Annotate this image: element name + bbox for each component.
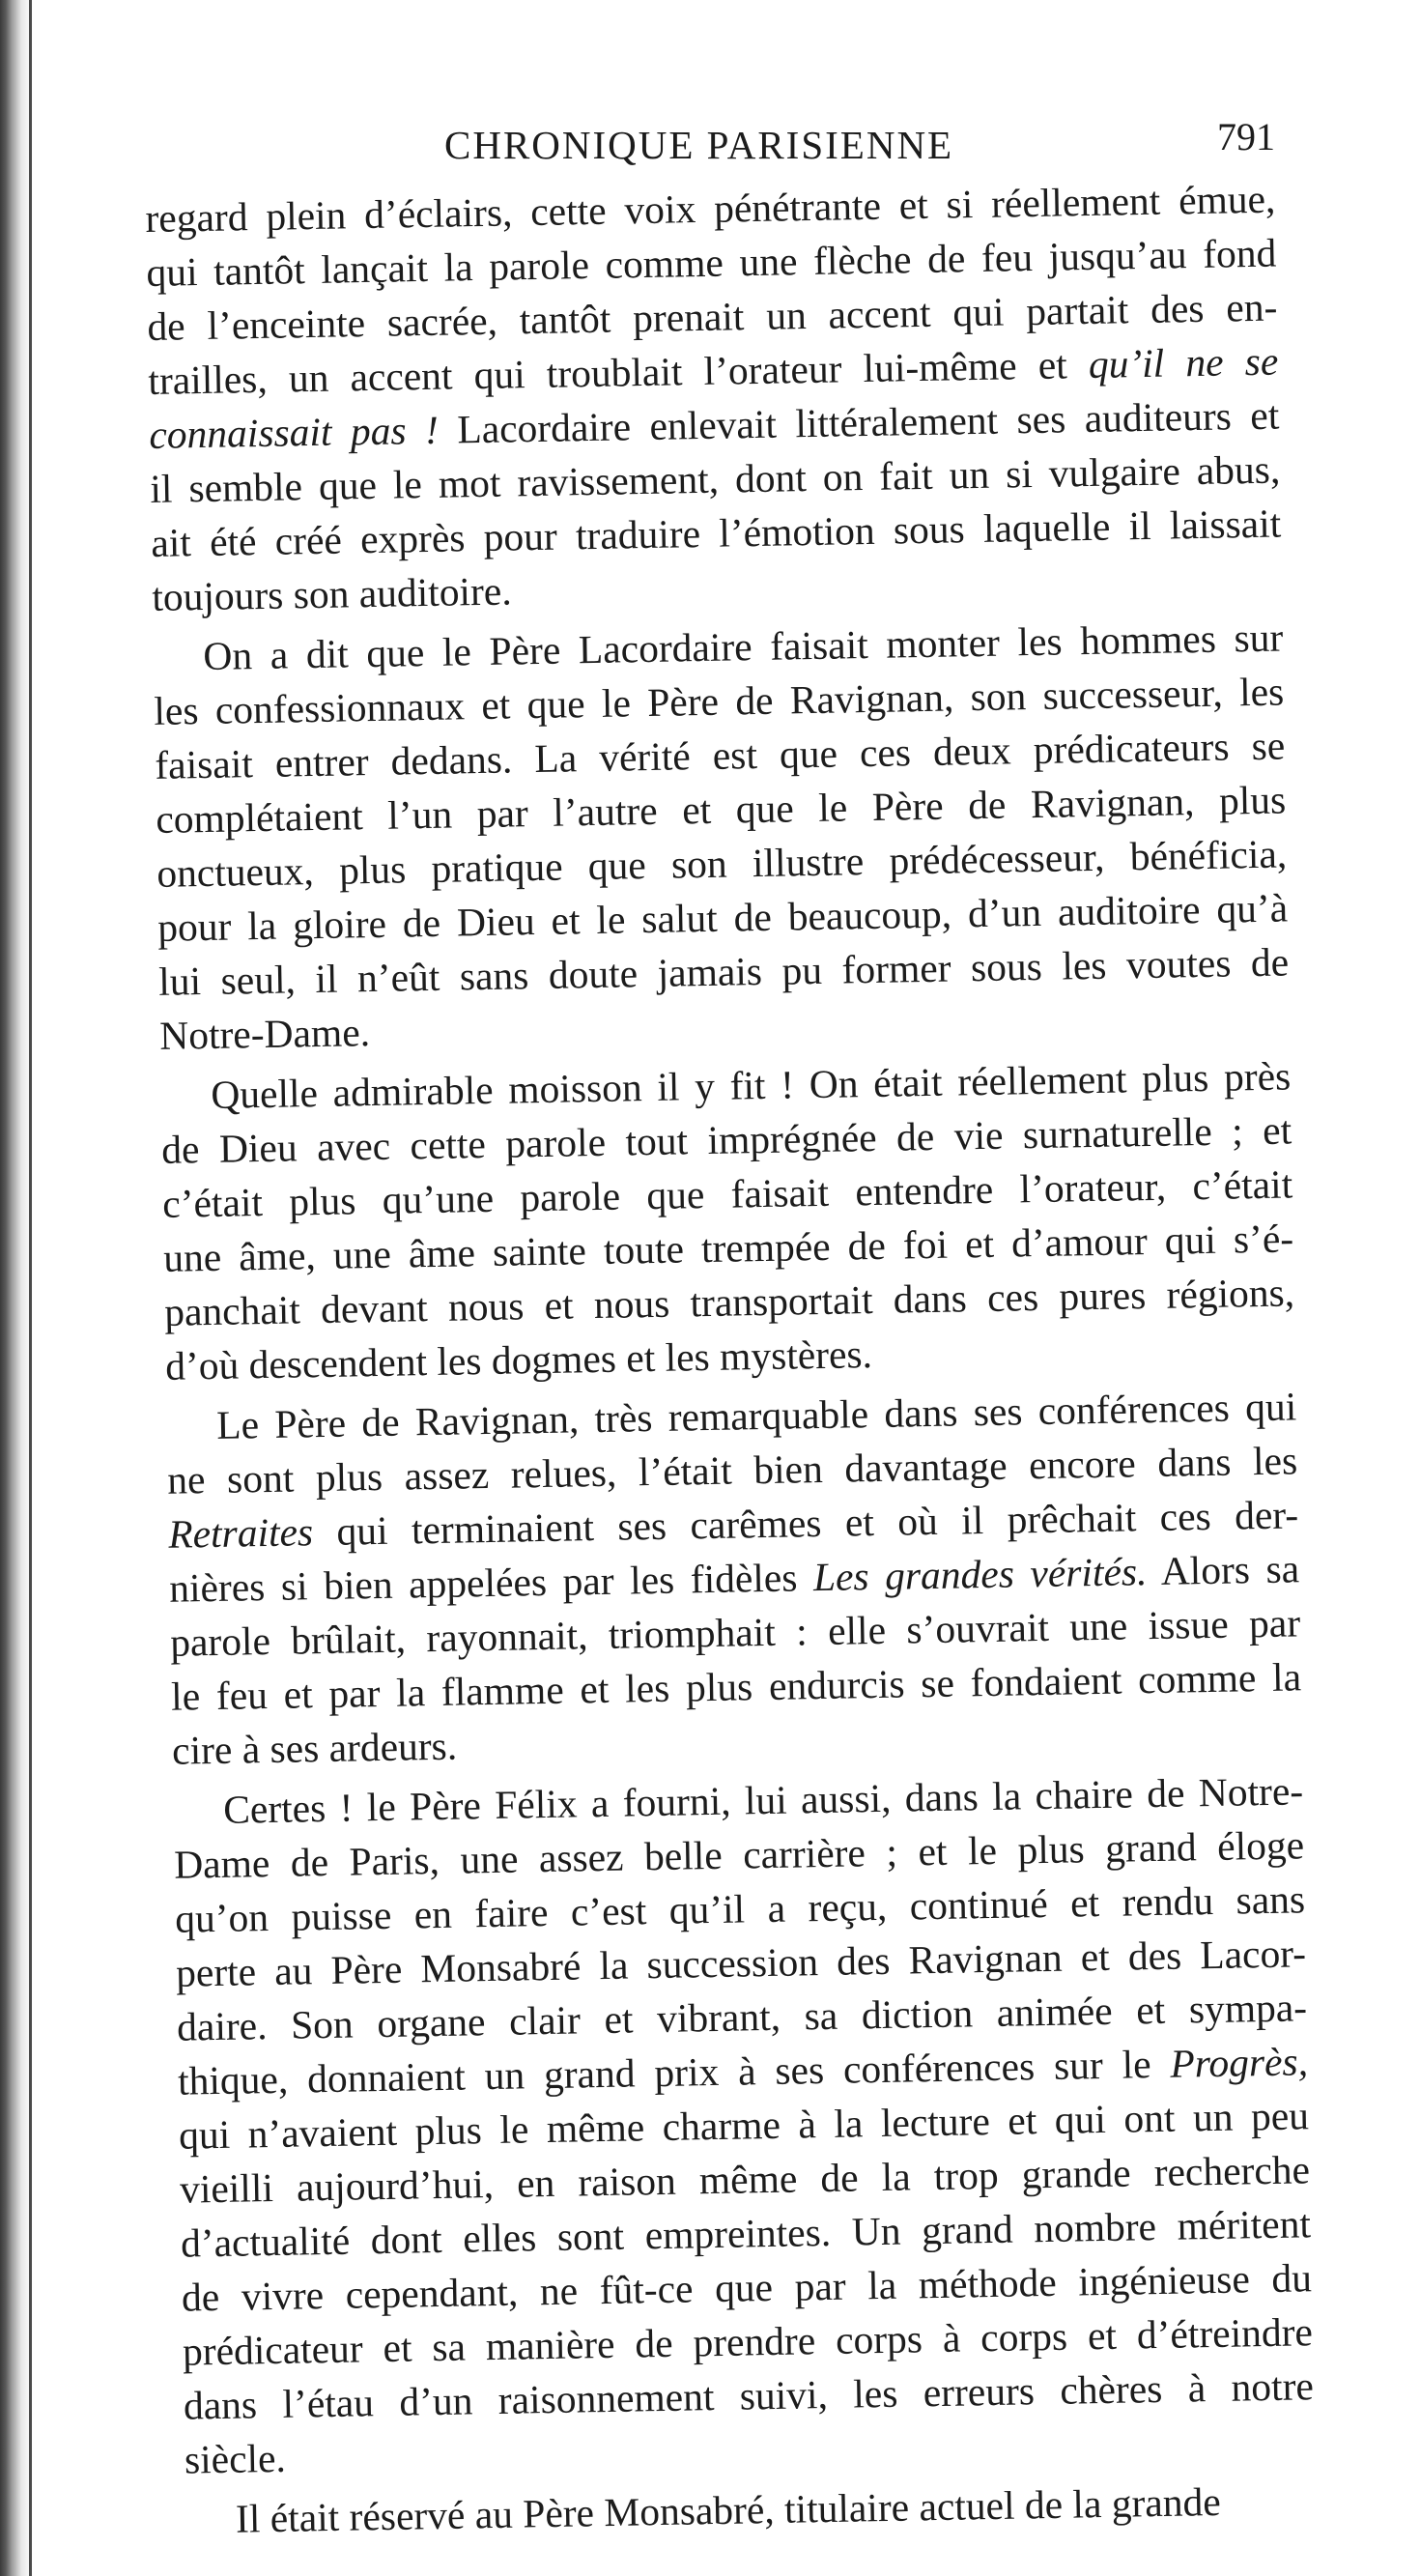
italic-segment: Retraites bbox=[167, 1509, 314, 1557]
text-line: toujours son auditoire. bbox=[151, 568, 512, 619]
text-line: Notre-Dame. bbox=[158, 1010, 371, 1058]
text-line: parole brûlait, rayonnait, triomphait : elle s’ouvrait une issue par bbox=[169, 1600, 1301, 1665]
text-line: daire. Son organe clair et vibrant, sa diction animée et sympa- bbox=[176, 1985, 1308, 2049]
text-line: d’actualité dont elles sont empreintes. Un grand nombre méritent bbox=[180, 2201, 1312, 2266]
text-line: complétaient l’un par l’autre et que le Père de Ravignan, plus bbox=[155, 777, 1287, 842]
text-line: qu’on puisse en faire c’est qu’il a reçu, continué et rendu sans bbox=[174, 1876, 1306, 1941]
page-binding-line bbox=[29, 0, 32, 2576]
text-line: ait été créé exprès pour traduire l’émotion sous laquelle il laissait bbox=[150, 501, 1282, 565]
text-line: onctueux, plus pratique que son illustre prédécesseur, bénéficia, bbox=[156, 831, 1288, 896]
text-line: le feu et par la flamme et les plus endurcis se fondaient comme la bbox=[170, 1654, 1302, 1719]
page-binding-shadow bbox=[0, 0, 33, 2576]
text-segment: Lacordaire enlevait littéralement ses auditeurs et bbox=[456, 392, 1280, 452]
text-line: Dame de Paris, une assez belle carrière ; et le plus grand éloge bbox=[173, 1822, 1305, 1887]
running-header bbox=[145, 115, 1275, 180]
text-segment: trailles, un accent qui troublait l’orateur lui-même et bbox=[148, 342, 1068, 403]
text-line: Certes ! le Père Félix a fourni, lui aussi, dans la chaire de Notre- bbox=[222, 1768, 1304, 1832]
italic-segment: qu’il ne se bbox=[1088, 338, 1279, 386]
text-segment: nières si bien appelées par les fidèles bbox=[168, 1555, 798, 1611]
text-line: vieilli aujourd’hui, en raison même de la trop grande recherche bbox=[179, 2147, 1311, 2212]
body-text bbox=[145, 172, 1316, 2547]
text-line: qui n’avaient plus le même charme à la lecture et qui ont un peu bbox=[178, 2093, 1310, 2158]
text-line: perte au Père Monsabré la succession des Ravignan et des Lacor- bbox=[175, 1931, 1307, 1995]
text-line: regard plein d’éclairs, cette voix pénétrante et si réellement émue, bbox=[145, 176, 1276, 241]
italic-segment: connaissait pas ! bbox=[148, 407, 440, 457]
text-line: Le Père de Ravignan, très remarquable dans ses conférences qui bbox=[215, 1384, 1297, 1447]
text-segment: qui terminaient ses carêmes et où il prêchait ces der- bbox=[336, 1492, 1299, 1554]
text-line: ne sont plus assez relues, l’était bien davantage encore dans les bbox=[166, 1438, 1298, 1503]
text-line: une âme, une âme sainte toute trempée de foi et d’amour qui s’é- bbox=[162, 1216, 1294, 1280]
text-segment: thique, donnaient un grand prix à ses conférences sur le bbox=[177, 2042, 1151, 2104]
text-line: de vivre cependant, ne fût-ce que par la méthode ingénieuse du bbox=[181, 2255, 1313, 2320]
text-line: qui tantôt lançait la parole comme une flèche de feu jusqu’au fond bbox=[146, 230, 1277, 295]
text-line: c’était plus qu’une parole que faisait entendre l’orateur, c’était bbox=[161, 1161, 1293, 1226]
text-line: panchait devant nous et nous transportait dans ces pures régions, bbox=[163, 1270, 1295, 1334]
text-line: de Dieu avec cette parole tout imprégnée de vie surnaturelle ; et bbox=[160, 1107, 1292, 1172]
text-line: cire à ses ardeurs. bbox=[171, 1723, 458, 1773]
text-line: prédicateur et sa manière de prendre corps à corps et d’étreindre bbox=[182, 2309, 1314, 2374]
running-title: CHRONIQUE PARISIENNE bbox=[444, 123, 954, 167]
text-line: Il était réservé au Père Monsabré, titulaire actuel de la grande bbox=[235, 2478, 1222, 2541]
text-line: il semble que le mot ravissement, dont on fait un si vulgaire abus, bbox=[149, 446, 1281, 511]
text-line: de l’enceinte sacrée, tantôt prenait un accent qui partait des en- bbox=[147, 284, 1278, 349]
text-line: dans l’étau d’un raisonnement suivi, les erreurs chères à notre bbox=[183, 2363, 1315, 2428]
text-line: pour la gloire de Dieu et le salut de beaucoup, d’un auditoire qu’à bbox=[156, 885, 1289, 950]
text-line: On a dit que le Père Lacordaire faisait monter les hommes sur bbox=[203, 615, 1284, 679]
page-number: 791 bbox=[1217, 115, 1275, 158]
text-line: faisait entrer dedans. La vérité est que ces deux prédicateurs se bbox=[154, 723, 1286, 787]
text-segment: Alors sa bbox=[1160, 1546, 1300, 1593]
text-line: siècle. bbox=[184, 2435, 287, 2482]
text-line: les confessionnaux et que le Père de Ravignan, son successeur, les bbox=[153, 669, 1285, 733]
text-line: d’où descendent les dogmes et les mystères. bbox=[164, 1331, 873, 1388]
text-line: Quelle admirable moisson il y fit ! On était réellement plus près bbox=[210, 1053, 1292, 1117]
italic-segment: Progrès, bbox=[1170, 2039, 1309, 2086]
text-line: lui seul, il n’eût sans doute jamais pu former sous les voutes de bbox=[157, 939, 1290, 1004]
italic-segment: Les grandes vérités. bbox=[812, 1549, 1148, 1600]
